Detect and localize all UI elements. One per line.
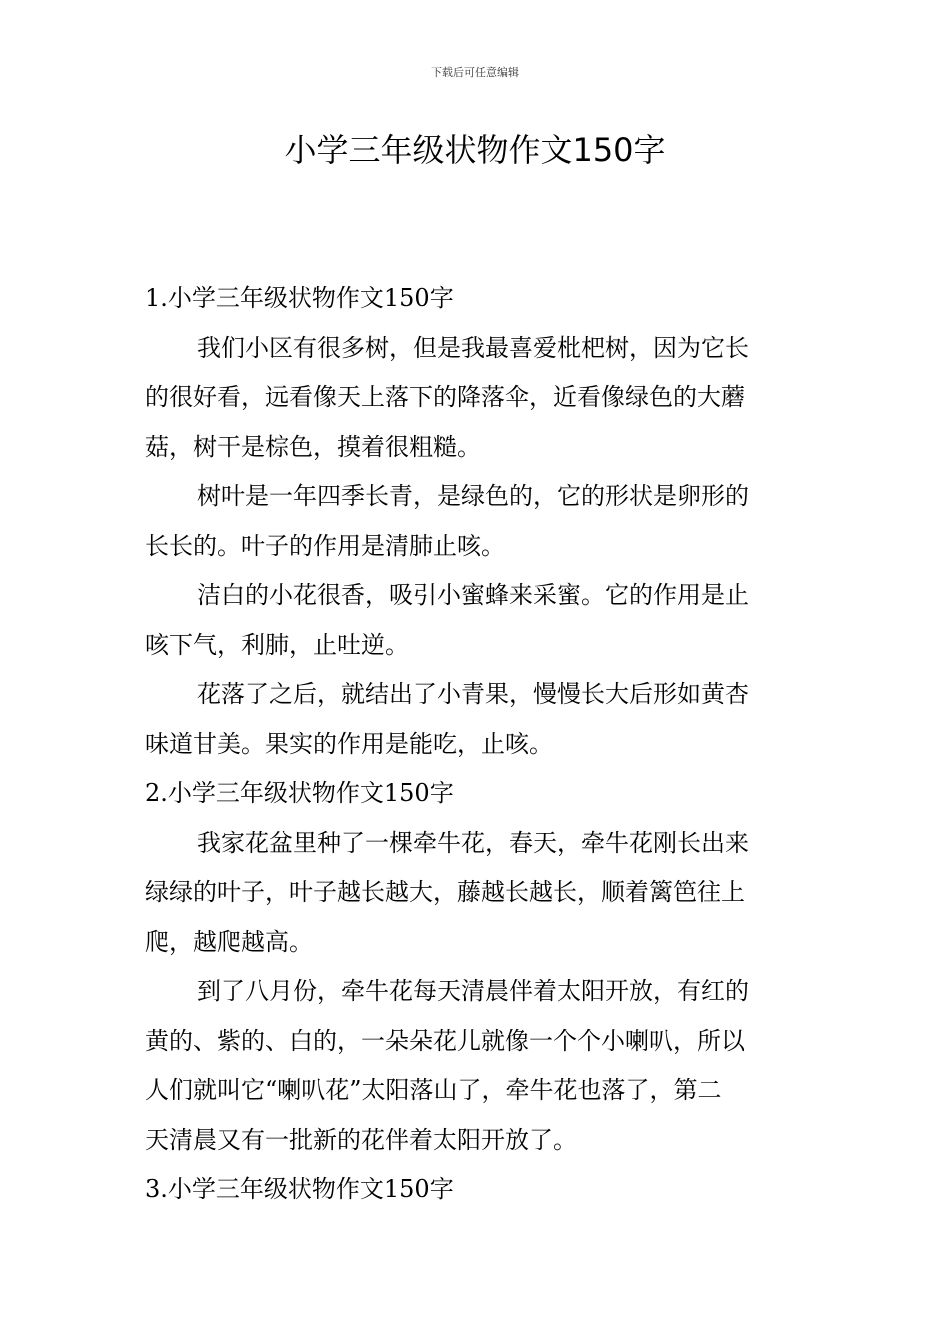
- paragraph-line: 洁白的小花很香，吸引小蜜蜂来采蜜。它的作用是止: [197, 581, 749, 609]
- paragraph-line: 天清晨又有一批新的花伴着太阳开放了。: [145, 1125, 577, 1154]
- paragraph-line: 味道甘美。果实的作用是能吃，止咳。: [145, 729, 553, 758]
- document-title: 小学三年级状物作文150字: [284, 131, 666, 169]
- paragraph-line: 我家花盆里种了一棵牵牛花，春天，牵牛花刚长出来: [197, 828, 749, 857]
- paragraph-line: 菇，树干是棕色，摸着很粗糙。: [145, 432, 481, 461]
- paragraph-line: 到了八月份，牵牛花每天清晨伴着太阳开放，有红的: [197, 977, 749, 1005]
- paragraph-line: 咳下气，利肺，止吐逆。: [145, 630, 409, 659]
- section-heading: 1.小学三年级状物作文150字: [145, 284, 454, 312]
- paragraph-line: 的很好看，远看像天上落下的降落伞，近看像绿色的大蘑: [145, 383, 745, 411]
- paragraph-line: 长长的。叶子的作用是清肺止咳。: [145, 531, 505, 560]
- paragraph-line: 花落了之后，就结出了小青果，慢慢长大后形如黄杏: [197, 680, 749, 708]
- paragraph-line: 人们就叫它“喇叭花”太阳落山了，牵牛花也落了，第二: [145, 1076, 722, 1104]
- section-heading: 3.小学三年级状物作文150字: [145, 1175, 454, 1203]
- paragraph-line: 黄的、紫的、白的，一朵朵花儿就像一个个小喇叭，所以: [145, 1026, 745, 1055]
- paragraph-line: 我们小区有很多树，但是我最喜爱枇杷树，因为它长: [197, 333, 749, 362]
- paragraph-line: 绿绿的叶子，叶子越长越大，藤越长越长，顺着篱笆往上: [145, 878, 745, 906]
- paragraph-line: 爬，越爬越高。: [145, 927, 313, 956]
- header-note: 下载后可任意编辑: [431, 66, 519, 79]
- section-heading: 2.小学三年级状物作文150字: [145, 779, 454, 807]
- paragraph-line: 树叶是一年四季长青，是绿色的，它的形状是卵形的: [197, 482, 749, 510]
- document-body: [145, 274, 807, 1215]
